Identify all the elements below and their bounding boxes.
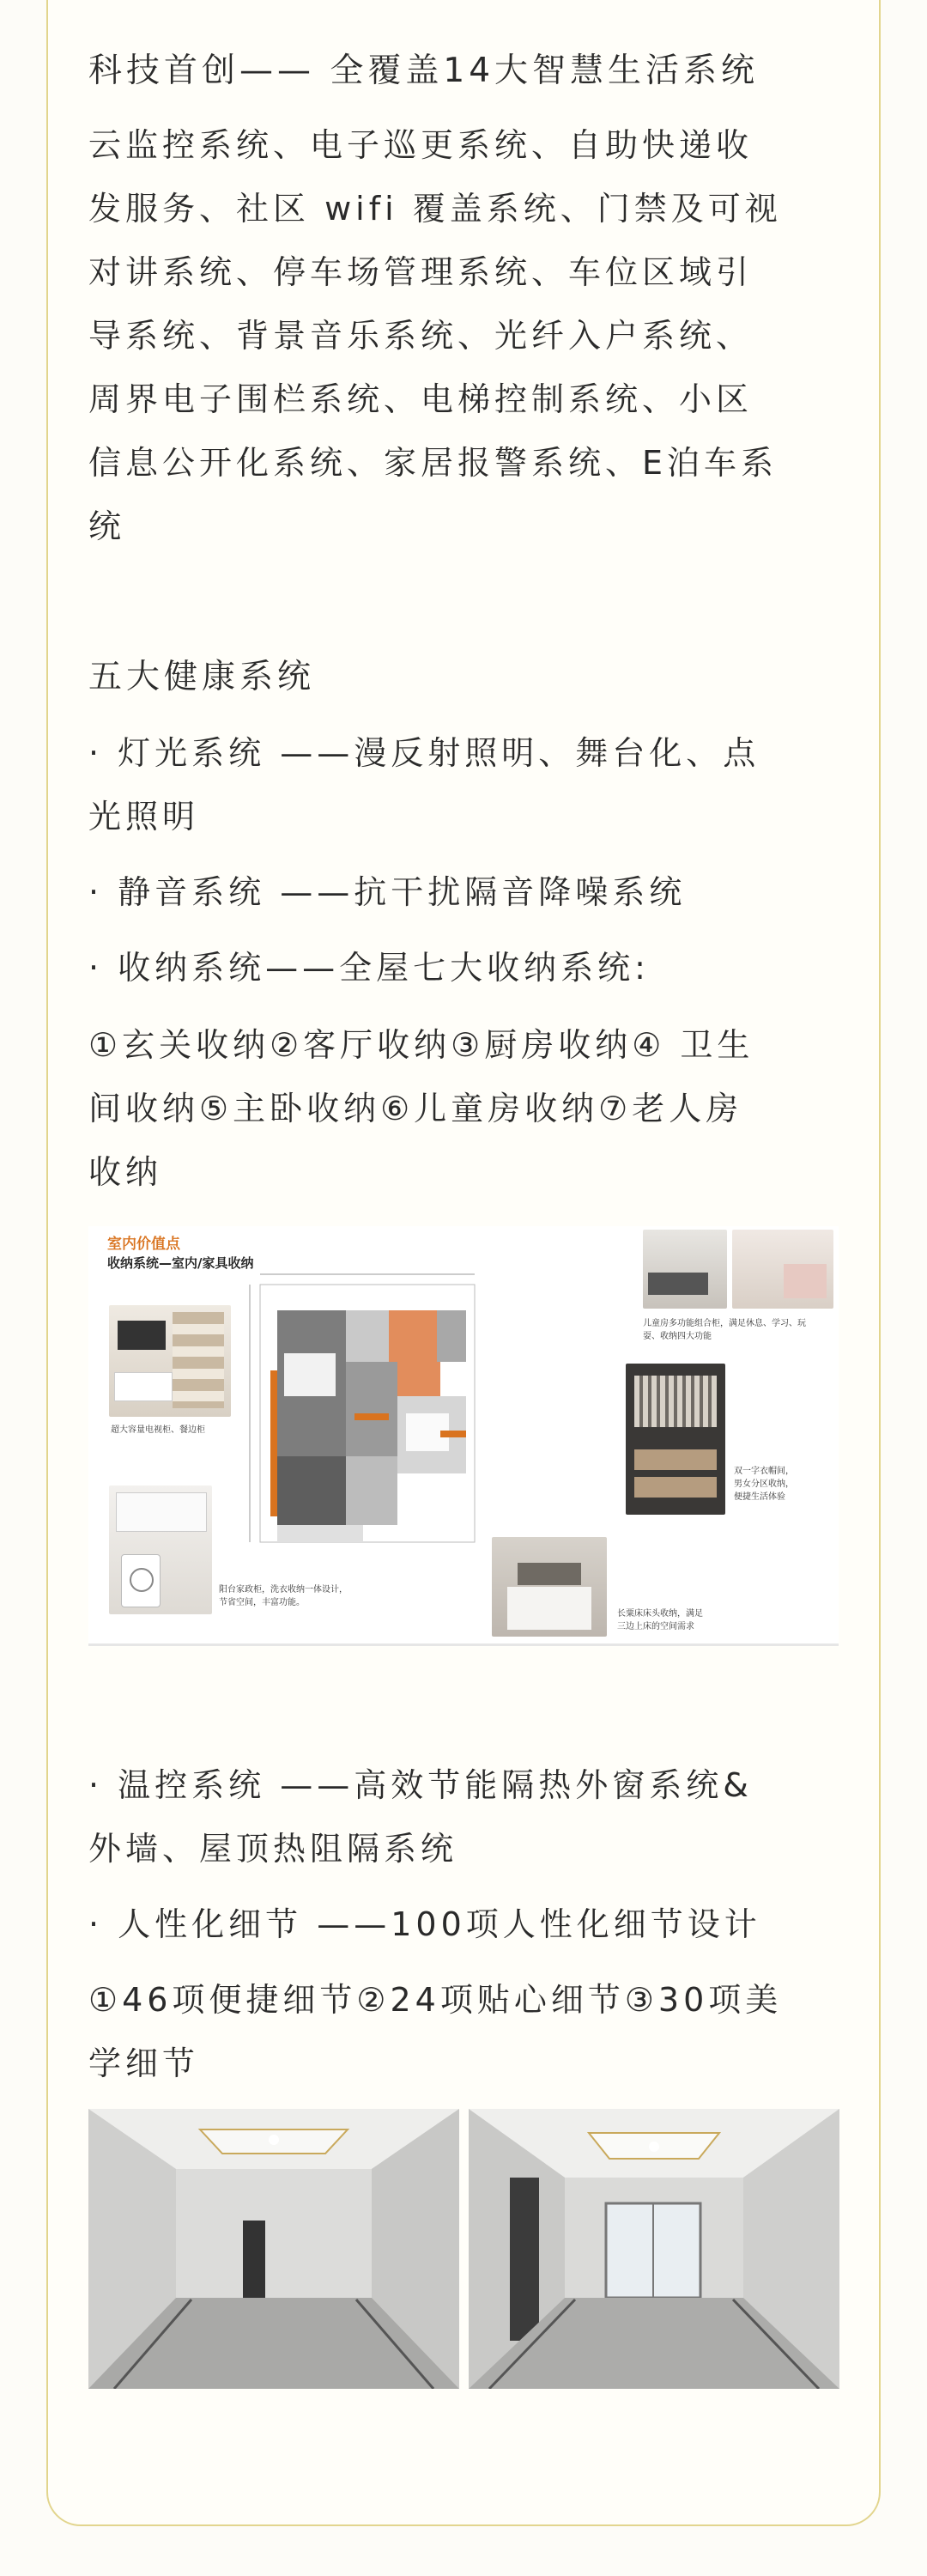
wardrobe-caption: 双一字衣帽间， 男女分区收纳， 便捷生活体验	[734, 1467, 794, 1502]
tv-cabinet-photo	[109, 1305, 231, 1417]
detail-list-line: ①46项便捷细节②24项贴心细节③30项美	[88, 1981, 783, 2019]
kids-room-photo-2	[732, 1230, 833, 1309]
plan-title: 室内价值点	[107, 1236, 180, 1253]
interior-photo-living-room	[469, 2109, 839, 2389]
light-system-line: 光照明	[88, 798, 200, 835]
kids-room-caption: 儿童房多功能组合柜，满足休息、学习、玩 耍、收纳四大功能	[643, 1319, 806, 1341]
tech-section-title: 科技首创—— 全覆盖14大智慧生活系统	[88, 52, 760, 90]
storage-list-line: ①玄关收纳②客厅收纳③厨房收纳④ 卫生	[88, 1026, 754, 1064]
tv-cabinet-caption: 超大容量电视柜、餐边柜	[111, 1425, 205, 1435]
interior-photo-hallway	[88, 2109, 459, 2389]
plan-subtitle: 收纳系统—室内/家具收纳	[107, 1255, 254, 1271]
light-system-line: · 灯光系统 ——漫反射照明、舞台化、点	[88, 734, 760, 772]
storage-floor-plan-image	[88, 1226, 839, 1646]
text-line: 导系统、背景音乐系统、光纤入户系统、	[88, 317, 754, 355]
storage-list-line: 间收纳⑤主卧收纳⑥儿童房收纳⑦老人房	[88, 1090, 743, 1127]
balcony-caption: 阳台家政柜，洗衣收纳一体设计， 节省空间，丰富功能。	[219, 1585, 348, 1607]
bedside-caption: 长粟床床头收纳，满足 三边上床的空间需求	[617, 1609, 703, 1631]
wardrobe-photo	[626, 1364, 725, 1515]
temp-system-line: · 温控系统 ——高效节能隔热外窗系统&	[88, 1766, 753, 1804]
temp-system-line: 外墙、屋顶热阻隔系统	[88, 1830, 458, 1868]
text-line: 对讲系统、停车场管理系统、车位区域引	[88, 253, 754, 291]
storage-system-line: · 收纳系统——全屋七大收纳系统:	[88, 949, 650, 987]
text-line: 发服务、社区 wifi 覆盖系统、门禁及可视	[88, 190, 782, 228]
kids-room-photo	[643, 1230, 727, 1309]
detail-line: · 人性化细节 ——100项人性化细节设计	[88, 1905, 761, 1943]
floor-plan-drawing	[243, 1259, 492, 1568]
health-section-title: 五大健康系统	[88, 658, 316, 696]
bedroom-photo	[492, 1537, 607, 1637]
storage-list-line: 收纳	[88, 1153, 163, 1191]
text-line: 周界电子围栏系统、电梯控制系统、小区	[88, 380, 754, 418]
balcony-cabinet-photo	[109, 1485, 212, 1614]
text-line: 信息公开化系统、家居报警系统、E泊车系	[88, 444, 779, 482]
detail-list-line: 学细节	[88, 2044, 200, 2082]
text-line: 统	[88, 507, 126, 545]
text-line: 云监控系统、电子巡更系统、自助快递收	[88, 126, 754, 164]
quiet-system-line: · 静音系统 ——抗干扰隔音降噪系统	[88, 873, 687, 911]
